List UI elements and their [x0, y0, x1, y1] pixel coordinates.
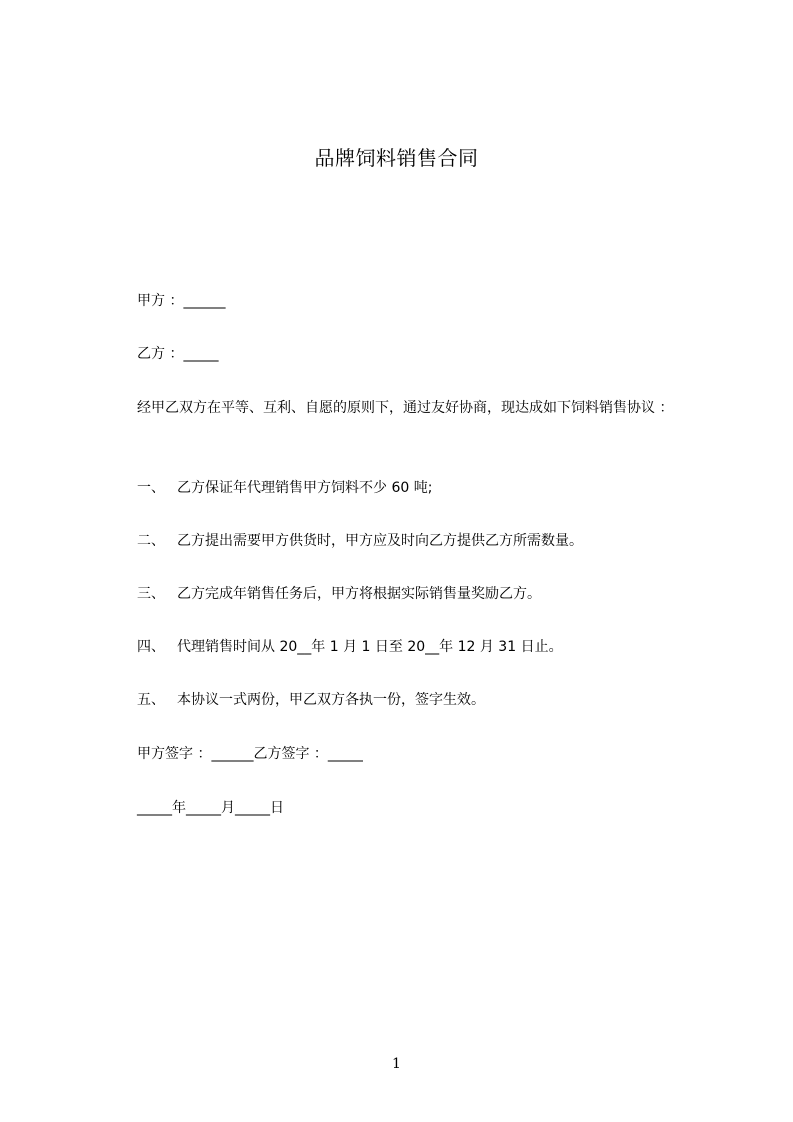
clause-3 [137, 584, 541, 604]
clause-number: 三、 [137, 586, 165, 602]
signature-line: 甲方签字 ：______乙方签字 ：_____ [137, 746, 363, 762]
clause-number: 五、 [137, 692, 165, 708]
clause-text: 乙方保证年代理销售甲方饲料不少 60 吨; [177, 480, 433, 496]
party-a-line: 甲方 ：______ [137, 293, 226, 309]
clause-5 [137, 690, 485, 710]
clause-text: 乙方完成年销售任务后，甲方将根据实际销售量奖励乙方。 [177, 586, 541, 602]
clause-4 [137, 637, 563, 657]
page-number: 1 [392, 1056, 401, 1072]
intro-paragraph: 经甲乙双方在平等、互利、自愿的原则下，通过友好协商，现达成如下饲料销售协议 ： [137, 400, 674, 416]
date-line: _____年_____月_____日 [137, 800, 284, 816]
party-b-line: 乙方 ：_____ [137, 346, 219, 362]
clause-text: 代理销售时间从 20__年 1 月 1 日至 20__年 12 月 31 日止。 [177, 639, 563, 655]
document-title: 品牌饲料销售合同 [314, 146, 479, 170]
clause-number: 四、 [137, 639, 165, 655]
clause-2 [137, 531, 583, 551]
clause-number: 二、 [137, 533, 165, 549]
clause-text: 本协议一式两份，甲乙双方各执一份，签字生效。 [177, 692, 485, 708]
clause-text: 乙方提出需要甲方供货时，甲方应及时向乙方提供乙方所需数量。 [177, 533, 583, 549]
clause-1 [137, 478, 432, 498]
clause-number: 一、 [137, 480, 165, 496]
